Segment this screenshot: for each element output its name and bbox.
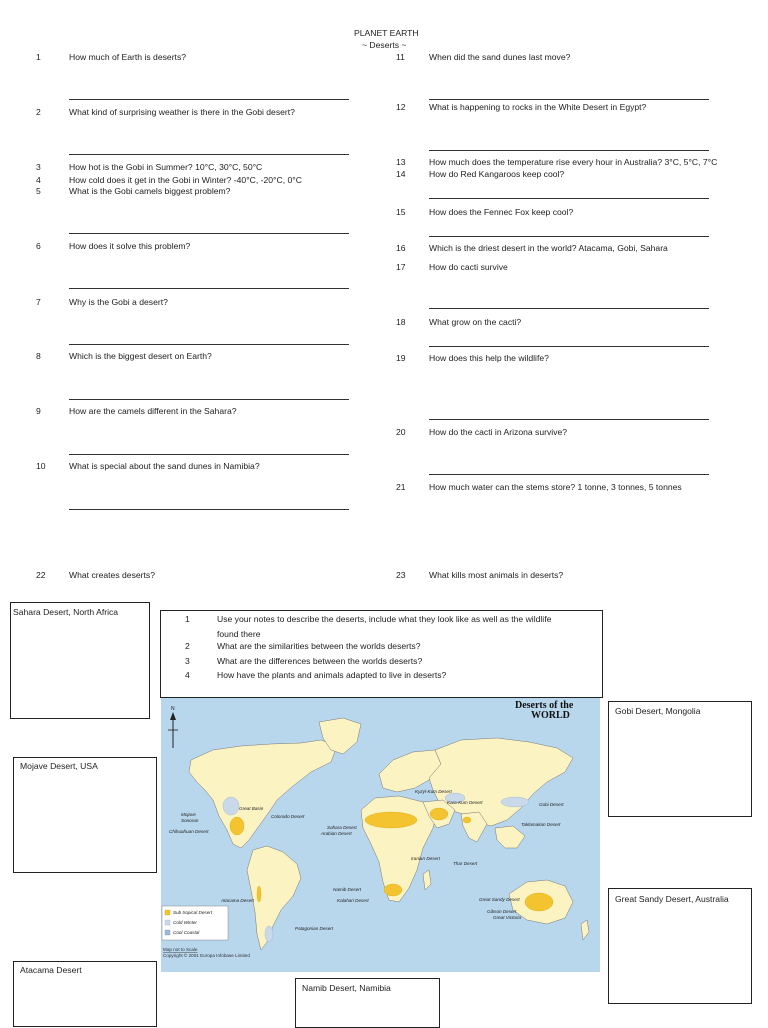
legend-cool-coastal: Cool Coastal xyxy=(173,930,200,935)
map-label-chihuahuan: Chihuahuan Desert xyxy=(169,829,209,834)
q7-number: 7 xyxy=(36,297,41,307)
sahara-box[interactable] xyxy=(10,602,150,719)
task-1-number: 1 xyxy=(185,614,190,624)
mojave-box-label: Mojave Desert, USA xyxy=(20,761,98,771)
q17-text: How do cacti survive xyxy=(429,262,508,272)
q7-answer-line[interactable] xyxy=(69,344,349,345)
task-4-text: How have the plants and animals adapted to live in deserts? xyxy=(217,670,447,680)
gobi-box-label: Gobi Desert, Mongolia xyxy=(615,706,701,716)
q22-text: What creates deserts? xyxy=(69,570,155,580)
task-1-text-cont: found there xyxy=(217,629,261,639)
q10-number: 10 xyxy=(36,461,46,471)
q16-number: 16 xyxy=(396,243,406,253)
q15-text: How does the Fennec Fox keep cool? xyxy=(429,207,574,217)
map-label-kalahari: Kalahari Desert xyxy=(337,898,369,903)
q11-text: When did the sand dunes last move? xyxy=(429,52,571,62)
q20-answer-line[interactable] xyxy=(429,474,709,475)
q2-text: What kind of surprising weather is there in the Gobi desert? xyxy=(69,107,295,117)
legend-cold-winter: Cold Winter xyxy=(173,920,197,925)
legend-subtropical: Sub tropical Desert xyxy=(173,910,213,915)
q16-text: Which is the driest desert in the world? Atacama, Gobi, Sahara xyxy=(429,243,668,253)
map-label-kara-kum: Kara-Kum Desert xyxy=(447,800,483,805)
map-label-takla: Taklamakan Desert xyxy=(521,822,561,827)
task-2-number: 2 xyxy=(185,641,190,651)
q2-number: 2 xyxy=(36,107,41,117)
map-title-line1: Deserts of the xyxy=(515,700,574,711)
q1-number: 1 xyxy=(36,52,41,62)
q10-text: What is special about the sand dunes in Namibia? xyxy=(69,461,260,471)
world-desert-map xyxy=(161,698,600,972)
q23-number: 23 xyxy=(396,570,406,580)
map-footer-scale: Map not to Scale xyxy=(163,947,198,952)
atacama-box-label: Atacama Desert xyxy=(20,965,82,975)
q8-answer-line[interactable] xyxy=(69,399,349,400)
map-label-thar: Thar Desert xyxy=(453,861,478,866)
map-label-great-victoria: Great Victoria xyxy=(493,915,521,920)
great-sandy-box-label: Great Sandy Desert, Australia xyxy=(615,894,729,904)
gobi-box[interactable] xyxy=(608,701,752,817)
namib-box-label: Namib Desert, Namibia xyxy=(302,983,391,993)
q13-number: 13 xyxy=(396,157,406,167)
mojave-box[interactable] xyxy=(13,757,157,873)
map-label-sonoran: Sonoran xyxy=(181,818,199,823)
q19-text: How does this help the wildlife? xyxy=(429,353,549,363)
q20-text: How do the cacti in Arizona survive? xyxy=(429,427,568,437)
q14-number: 14 xyxy=(396,169,406,179)
q1-answer-line[interactable] xyxy=(69,99,349,100)
q7-text: Why is the Gobi a desert? xyxy=(69,297,168,307)
map-footer-copyright: Copyright © 2001 Europa Infobase Limited xyxy=(163,953,250,958)
q23-text: What kills most animals in deserts? xyxy=(429,570,564,580)
q18-number: 18 xyxy=(396,317,406,327)
q6-number: 6 xyxy=(36,241,41,251)
q17-answer-line[interactable] xyxy=(429,308,709,309)
south-america-shape xyxy=(247,846,301,950)
thar-desert-area xyxy=(463,817,471,823)
map-label-namib: Namib Desert xyxy=(333,887,362,892)
q17-number: 17 xyxy=(396,262,406,272)
map-legend xyxy=(162,906,228,940)
task-3-number: 3 xyxy=(185,656,190,666)
q6-text: How does it solve this problem? xyxy=(69,241,191,251)
q20-number: 20 xyxy=(396,427,406,437)
q15-number: 15 xyxy=(396,207,406,217)
q9-answer-line[interactable] xyxy=(69,454,349,455)
map-label-gibson: Gibson Desert xyxy=(487,909,517,914)
q8-text: Which is the biggest desert on Earth? xyxy=(69,351,212,361)
q9-number: 9 xyxy=(36,406,41,416)
map-label-great-sandy: Great Sandy Desert xyxy=(479,897,520,902)
task-3-text: What are the differences between the worlds deserts? xyxy=(217,656,423,666)
world-map-svg xyxy=(161,698,600,972)
q21-text: How much water can the stems store? 1 tonne, 3 tonnes, 5 tonnes xyxy=(429,482,682,492)
q10-answer-line[interactable] xyxy=(69,509,349,510)
task-1-text: Use your notes to describe the deserts, include what they look like as well as the wildlife xyxy=(217,614,552,624)
new-zealand-shape xyxy=(581,920,589,940)
map-label-atacama: Atacama Desert xyxy=(221,898,254,903)
southeast-asia-shape xyxy=(495,826,525,848)
namib-box[interactable] xyxy=(295,978,440,1028)
map-title-line2: WORLD xyxy=(531,710,570,721)
arabian-desert-area xyxy=(430,808,448,820)
task-box xyxy=(160,610,603,698)
gobi-desert-area xyxy=(501,797,529,807)
map-label-colorado: Colorado Desert xyxy=(271,814,305,819)
madagascar-shape xyxy=(423,870,431,890)
q12-number: 12 xyxy=(396,102,406,112)
q3-number: 3 xyxy=(36,162,41,172)
q6-answer-line[interactable] xyxy=(69,288,349,289)
patagonian-desert-area xyxy=(265,926,273,942)
atacama-desert-area xyxy=(257,886,261,902)
q4-number: 4 xyxy=(36,175,41,185)
q11-answer-line[interactable] xyxy=(429,99,709,100)
q5-text: What is the Gobi camels biggest problem? xyxy=(69,186,231,196)
q9-text: How are the camels different in the Sahara? xyxy=(69,406,237,416)
map-label-kyzyl-kum: Kyzyl-Kum Desert xyxy=(415,789,452,794)
map-label-arabian: Arabian Desert xyxy=(321,831,352,836)
atacama-box[interactable] xyxy=(13,961,157,1027)
q11-number: 11 xyxy=(396,52,405,62)
q22-number: 22 xyxy=(36,570,46,580)
q15-answer-line[interactable] xyxy=(429,236,709,237)
namib-kalahari-area xyxy=(384,884,402,896)
q12-text: What is happening to rocks in the White Desert in Egypt? xyxy=(429,102,647,112)
q12-answer-line[interactable] xyxy=(429,150,709,151)
map-label-gobi: Gobi Desert xyxy=(539,802,564,807)
sahara-desert-area xyxy=(365,812,417,828)
q19-answer-line[interactable] xyxy=(429,419,709,420)
great-basin-area xyxy=(223,797,239,815)
q18-answer-line[interactable] xyxy=(429,346,709,347)
q5-number: 5 xyxy=(36,186,41,196)
map-label-sahara: Sahara Desert xyxy=(327,825,357,830)
q21-number: 21 xyxy=(396,482,406,492)
great-sandy-box[interactable] xyxy=(608,888,752,1004)
q4-text: How cold does it get in the Gobi in Winter? -40°C, -20°C, 0°C xyxy=(69,175,302,185)
task-4-number: 4 xyxy=(185,670,190,680)
q14-answer-line[interactable] xyxy=(429,198,709,199)
page-title: PLANET EARTH xyxy=(354,28,419,38)
north-label: N xyxy=(171,706,175,712)
map-label-iranian: Iranian Desert xyxy=(411,856,440,861)
q1-text: How much of Earth is deserts? xyxy=(69,52,187,62)
north-america-shape xyxy=(189,740,337,848)
map-label-great-basin: Great Basin xyxy=(239,806,264,811)
q5-answer-line[interactable] xyxy=(69,233,349,234)
chihuahuan-desert-area xyxy=(230,817,244,835)
q19-number: 19 xyxy=(396,353,406,363)
sahara-box-label: Sahara Desert, North Africa xyxy=(13,607,119,617)
map-label-mojave: Mojave xyxy=(181,812,196,817)
q14-text: How do Red Kangaroos keep cool? xyxy=(429,169,565,179)
task-2-text: What are the similarities between the worlds deserts? xyxy=(217,641,421,651)
q2-answer-line[interactable] xyxy=(69,154,349,155)
q13-text: How much does the temperature rise every hour in Australia? 3°C, 5°C, 7°C xyxy=(429,157,718,167)
map-label-patagonian: Patagonian Desert xyxy=(295,926,334,931)
page-subtitle: ~ Deserts ~ xyxy=(362,40,407,50)
north-arrow-icon xyxy=(168,712,178,748)
q18-text: What grow on the cacti? xyxy=(429,317,522,327)
q3-text: How hot is the Gobi in Summer? 10°C, 30°C, 50°C xyxy=(69,162,263,172)
australian-desert-area xyxy=(525,893,553,911)
q8-number: 8 xyxy=(36,351,41,361)
